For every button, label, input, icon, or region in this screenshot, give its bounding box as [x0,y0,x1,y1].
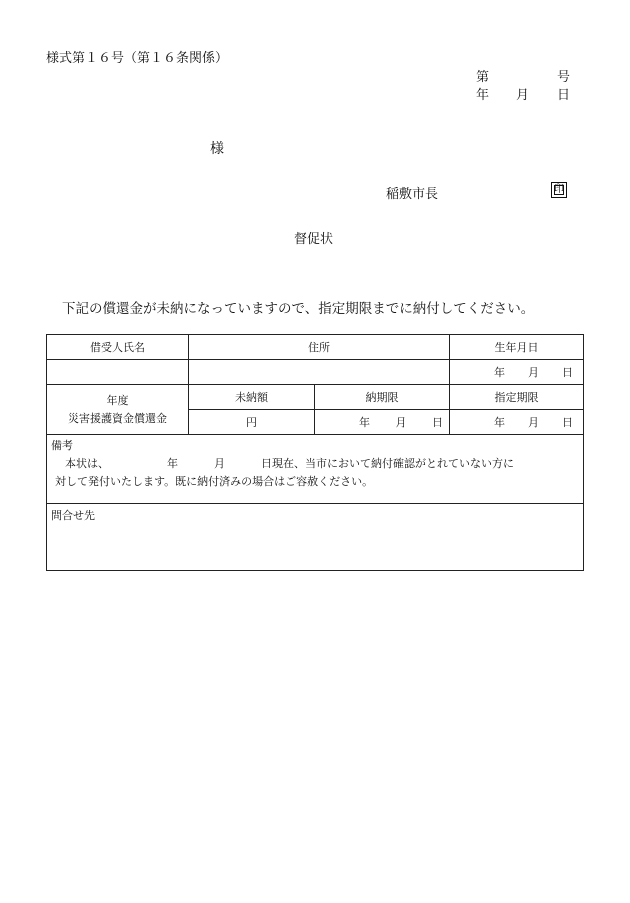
borrower-name-field[interactable] [47,360,189,385]
issuer-name: 稲敷市長 [386,187,439,202]
remarks-label: 備考 [51,439,73,452]
table-row [47,360,584,385]
inquiry-cell[interactable] [47,504,584,571]
birth-year-label: 年 [494,366,505,379]
remarks-text-2: 日現在、当市において納付確認がとれていない方に [261,457,514,470]
form-number: 様式第１６号（第１６条関係） [46,51,229,66]
table-row [47,385,584,410]
borrower-name-header: 借受人氏名 [47,335,189,360]
document-number-suffix: 号 [557,70,571,85]
address-field[interactable] [189,360,450,385]
due-date-header: 納期限 [315,385,450,410]
birthdate-header: 生年月日 [450,335,584,360]
document-title: 督促状 [294,232,334,247]
due-day-label: 日 [432,416,443,429]
inquiry-label: 問合せ先 [51,509,95,522]
loan-type-label: 災害援護資金償還金 [68,411,167,425]
fiscal-year-label: 年度 [106,393,129,407]
fiscal-year-cell[interactable] [47,385,189,435]
remarks-month-label: 月 [214,457,225,470]
remarks-line-1 [51,455,579,473]
address-header: 住所 [189,335,450,360]
unpaid-amount-header: 未納額 [189,385,315,410]
remarks-cell [47,435,584,504]
birth-day-label: 日 [562,366,573,379]
table-row [47,435,584,504]
document-number-prefix: 第 [476,70,490,85]
yen-label: 円 [246,416,257,429]
payment-form-table [46,334,584,571]
designated-deadline-field[interactable] [450,410,584,435]
due-year-label: 年 [359,416,370,429]
remarks-year-label: 年 [167,457,178,470]
table-row [47,335,584,360]
remarks-text-3: 対して発付いたします。既に納付済みの場合はご容赦ください。 [55,475,374,488]
birth-month-label: 月 [528,366,539,379]
issue-date-year: 年 [476,88,490,103]
seal-stamp [551,182,567,198]
issue-date-month: 月 [516,88,530,103]
due-month-label: 月 [395,416,407,429]
remarks-text-1: 本状は、 [65,457,109,470]
deadline-year-label: 年 [494,416,505,429]
designated-deadline-header: 指定期限 [450,385,584,410]
intro-text: 下記の償還金が未納になっていますので、指定期限までに納付してください。 [62,301,535,317]
due-date-field[interactable] [315,410,450,435]
birthdate-field[interactable] [450,360,584,385]
seal-char: 印 [554,184,564,195]
issue-date-day: 日 [557,88,571,103]
deadline-day-label: 日 [562,416,573,429]
unpaid-amount-field[interactable] [189,410,315,435]
recipient-honorific: 様 [210,141,224,157]
deadline-month-label: 月 [528,416,539,429]
table-row [47,504,584,571]
